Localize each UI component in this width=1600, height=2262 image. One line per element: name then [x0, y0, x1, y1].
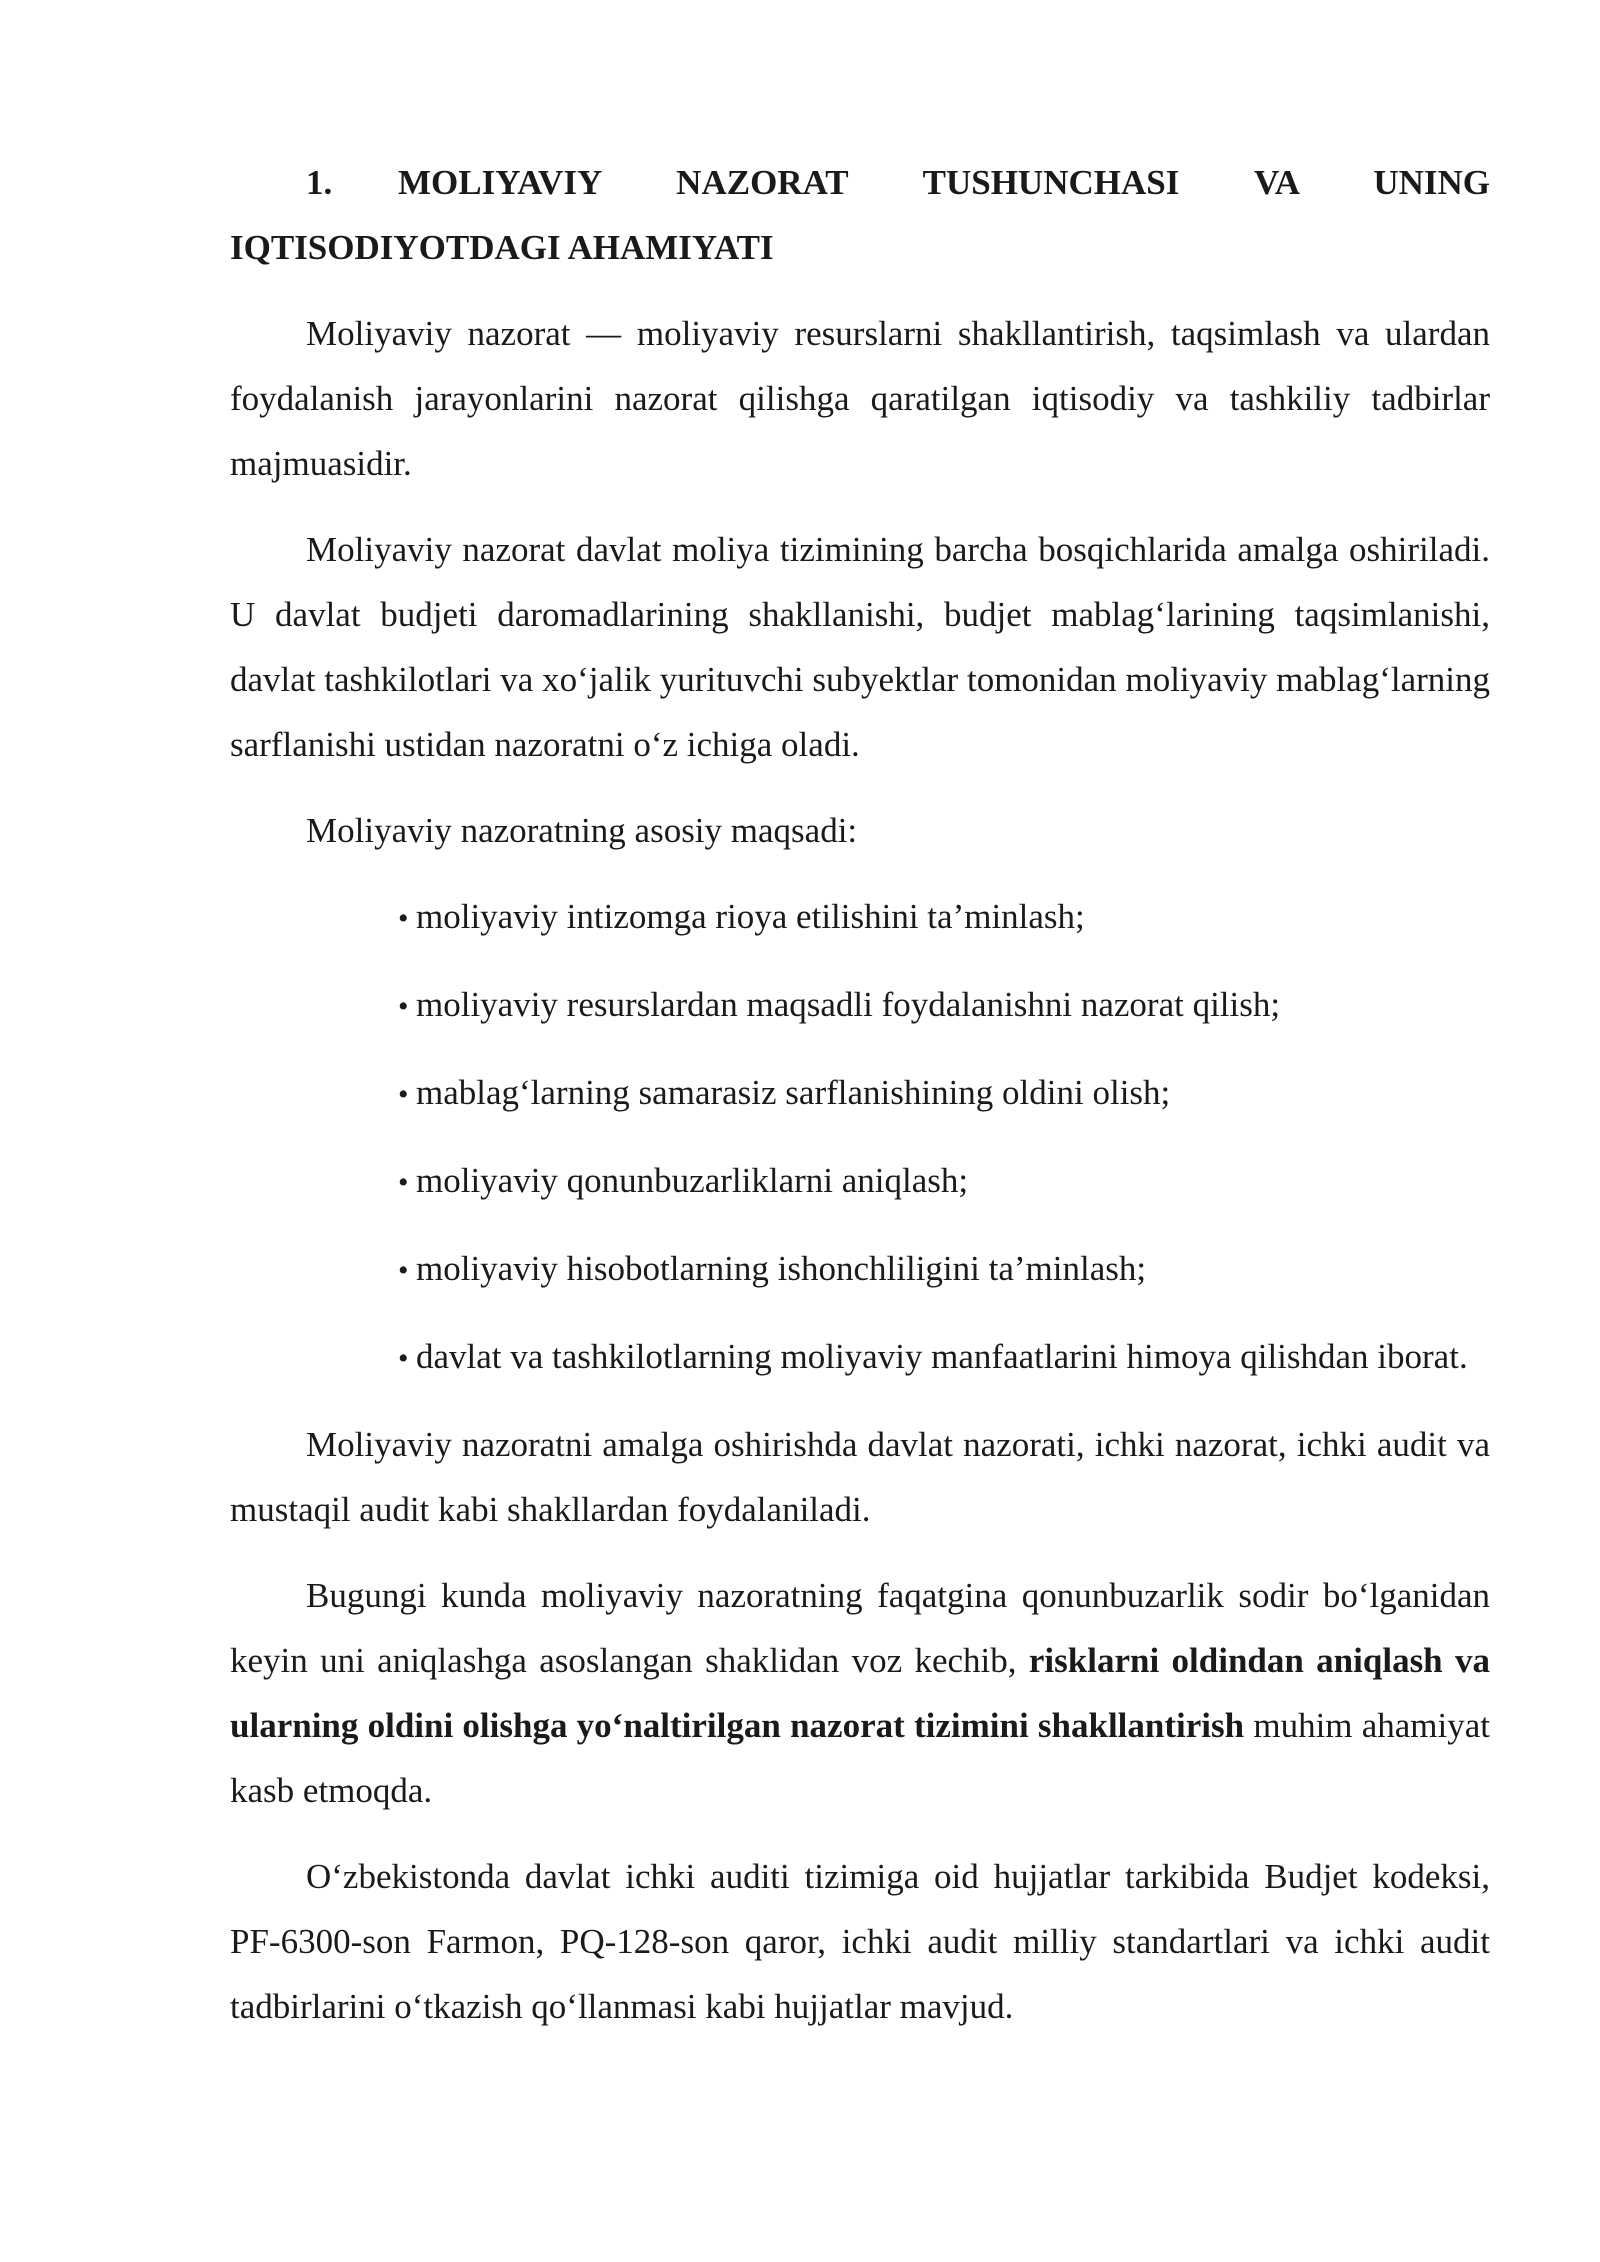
- goal-text: mablag‘larning samarasiz sarflanishining oldini olish;: [416, 1073, 1171, 1112]
- scope-paragraph: Moliyaviy nazorat davlat moliya tizimining barcha bosqichlarida amalga oshiriladi. U davlat budjeti daromadlarining shakllanishi, budjet mablag‘larining taqsimlanishi, davlat tashkilotlari va xo‘jalik yurituvchi subyektlar tomonidan moliyaviy mablag‘larning sarflanishi ustidan nazoratni o‘z ichiga oladi.: [230, 530, 1490, 764]
- document-page: [230, 150, 1490, 2060]
- list-item: [328, 1324, 1490, 1391]
- modern-text-end: muhim ahamiyat kasb etmoqda.: [230, 1706, 1491, 1810]
- list-item: [328, 1060, 1490, 1127]
- goals-intro: Moliyaviy nazoratning asosiy maqsadi:: [306, 811, 858, 850]
- section-heading: [230, 150, 1490, 280]
- modern-text-start: Bugungi kunda moliyaviy nazoratning faqatgina qonunbuzarlik sodir bo‘lganidan keyin uni aniqlashga asoslangan shaklidan voz kechib,: [230, 1576, 1490, 1680]
- goal-text: davlat va tashkilotlarning moliyaviy manfaatlarini himoya qilishdan iborat.: [416, 1337, 1468, 1376]
- goal-text: moliyaviy intizomga rioya etilishini ta’minlash;: [416, 897, 1085, 936]
- list-item: [328, 1236, 1490, 1303]
- bullet-icon: •: [398, 1342, 409, 1375]
- bullet-icon: •: [398, 1078, 409, 1111]
- bullet-icon: •: [398, 1166, 409, 1199]
- bullet-icon: •: [398, 902, 409, 935]
- goals-list: [230, 884, 1490, 1391]
- bullet-icon: •: [398, 990, 409, 1023]
- section-title: MOLIYAVIY NAZORAT TUSHUNCHASI VA UNING IQTISODIYOTDAGI AHAMIYATI: [230, 163, 1490, 267]
- definition-paragraph: Moliyaviy nazorat — moliyaviy resurslarni shakllantirish, taqsimlash va ulardan foydalanish jarayonlarini nazorat qilishga qaratilgan iqtisodiy va tashkiliy tadbirlar majmuasidir.: [230, 314, 1490, 483]
- documents-paragraph: O‘zbekistonda davlat ichki auditi tizimiga oid hujjatlar tarkibida Budjet kodeksi, PF-6300-son Farmon, PQ-128-son qaror, ichki audit milliy standartlari va ichki audit tadbirlarini o‘tkazish qo‘llanmasi kabi hujjatlar mavjud.: [230, 1857, 1490, 2026]
- goal-text: moliyaviy qonunbuzarliklarni aniqlash;: [416, 1161, 969, 1200]
- list-item: [328, 1148, 1490, 1215]
- modern-approach-paragraph: [230, 1563, 1490, 1823]
- forms-paragraph: Moliyaviy nazoratni amalga oshirishda davlat nazorati, ichki nazorat, ichki audit va mustaqil audit kabi shakllardan foydalaniladi.: [230, 1425, 1490, 1529]
- goal-text: moliyaviy resurslardan maqsadli foydalanishni nazorat qilish;: [416, 985, 1281, 1024]
- modern-emphasis: risklarni oldindan aniqlash va ularning oldini olishga yo‘naltirilgan nazorat tizimini shakllantirish: [230, 1641, 1490, 1745]
- list-item: [328, 972, 1490, 1039]
- bullet-icon: •: [398, 1254, 409, 1287]
- goal-text: moliyaviy hisobotlarning ishonchliligini ta’minlash;: [416, 1249, 1147, 1288]
- section-number: 1.: [306, 163, 333, 202]
- list-item: [328, 884, 1490, 951]
